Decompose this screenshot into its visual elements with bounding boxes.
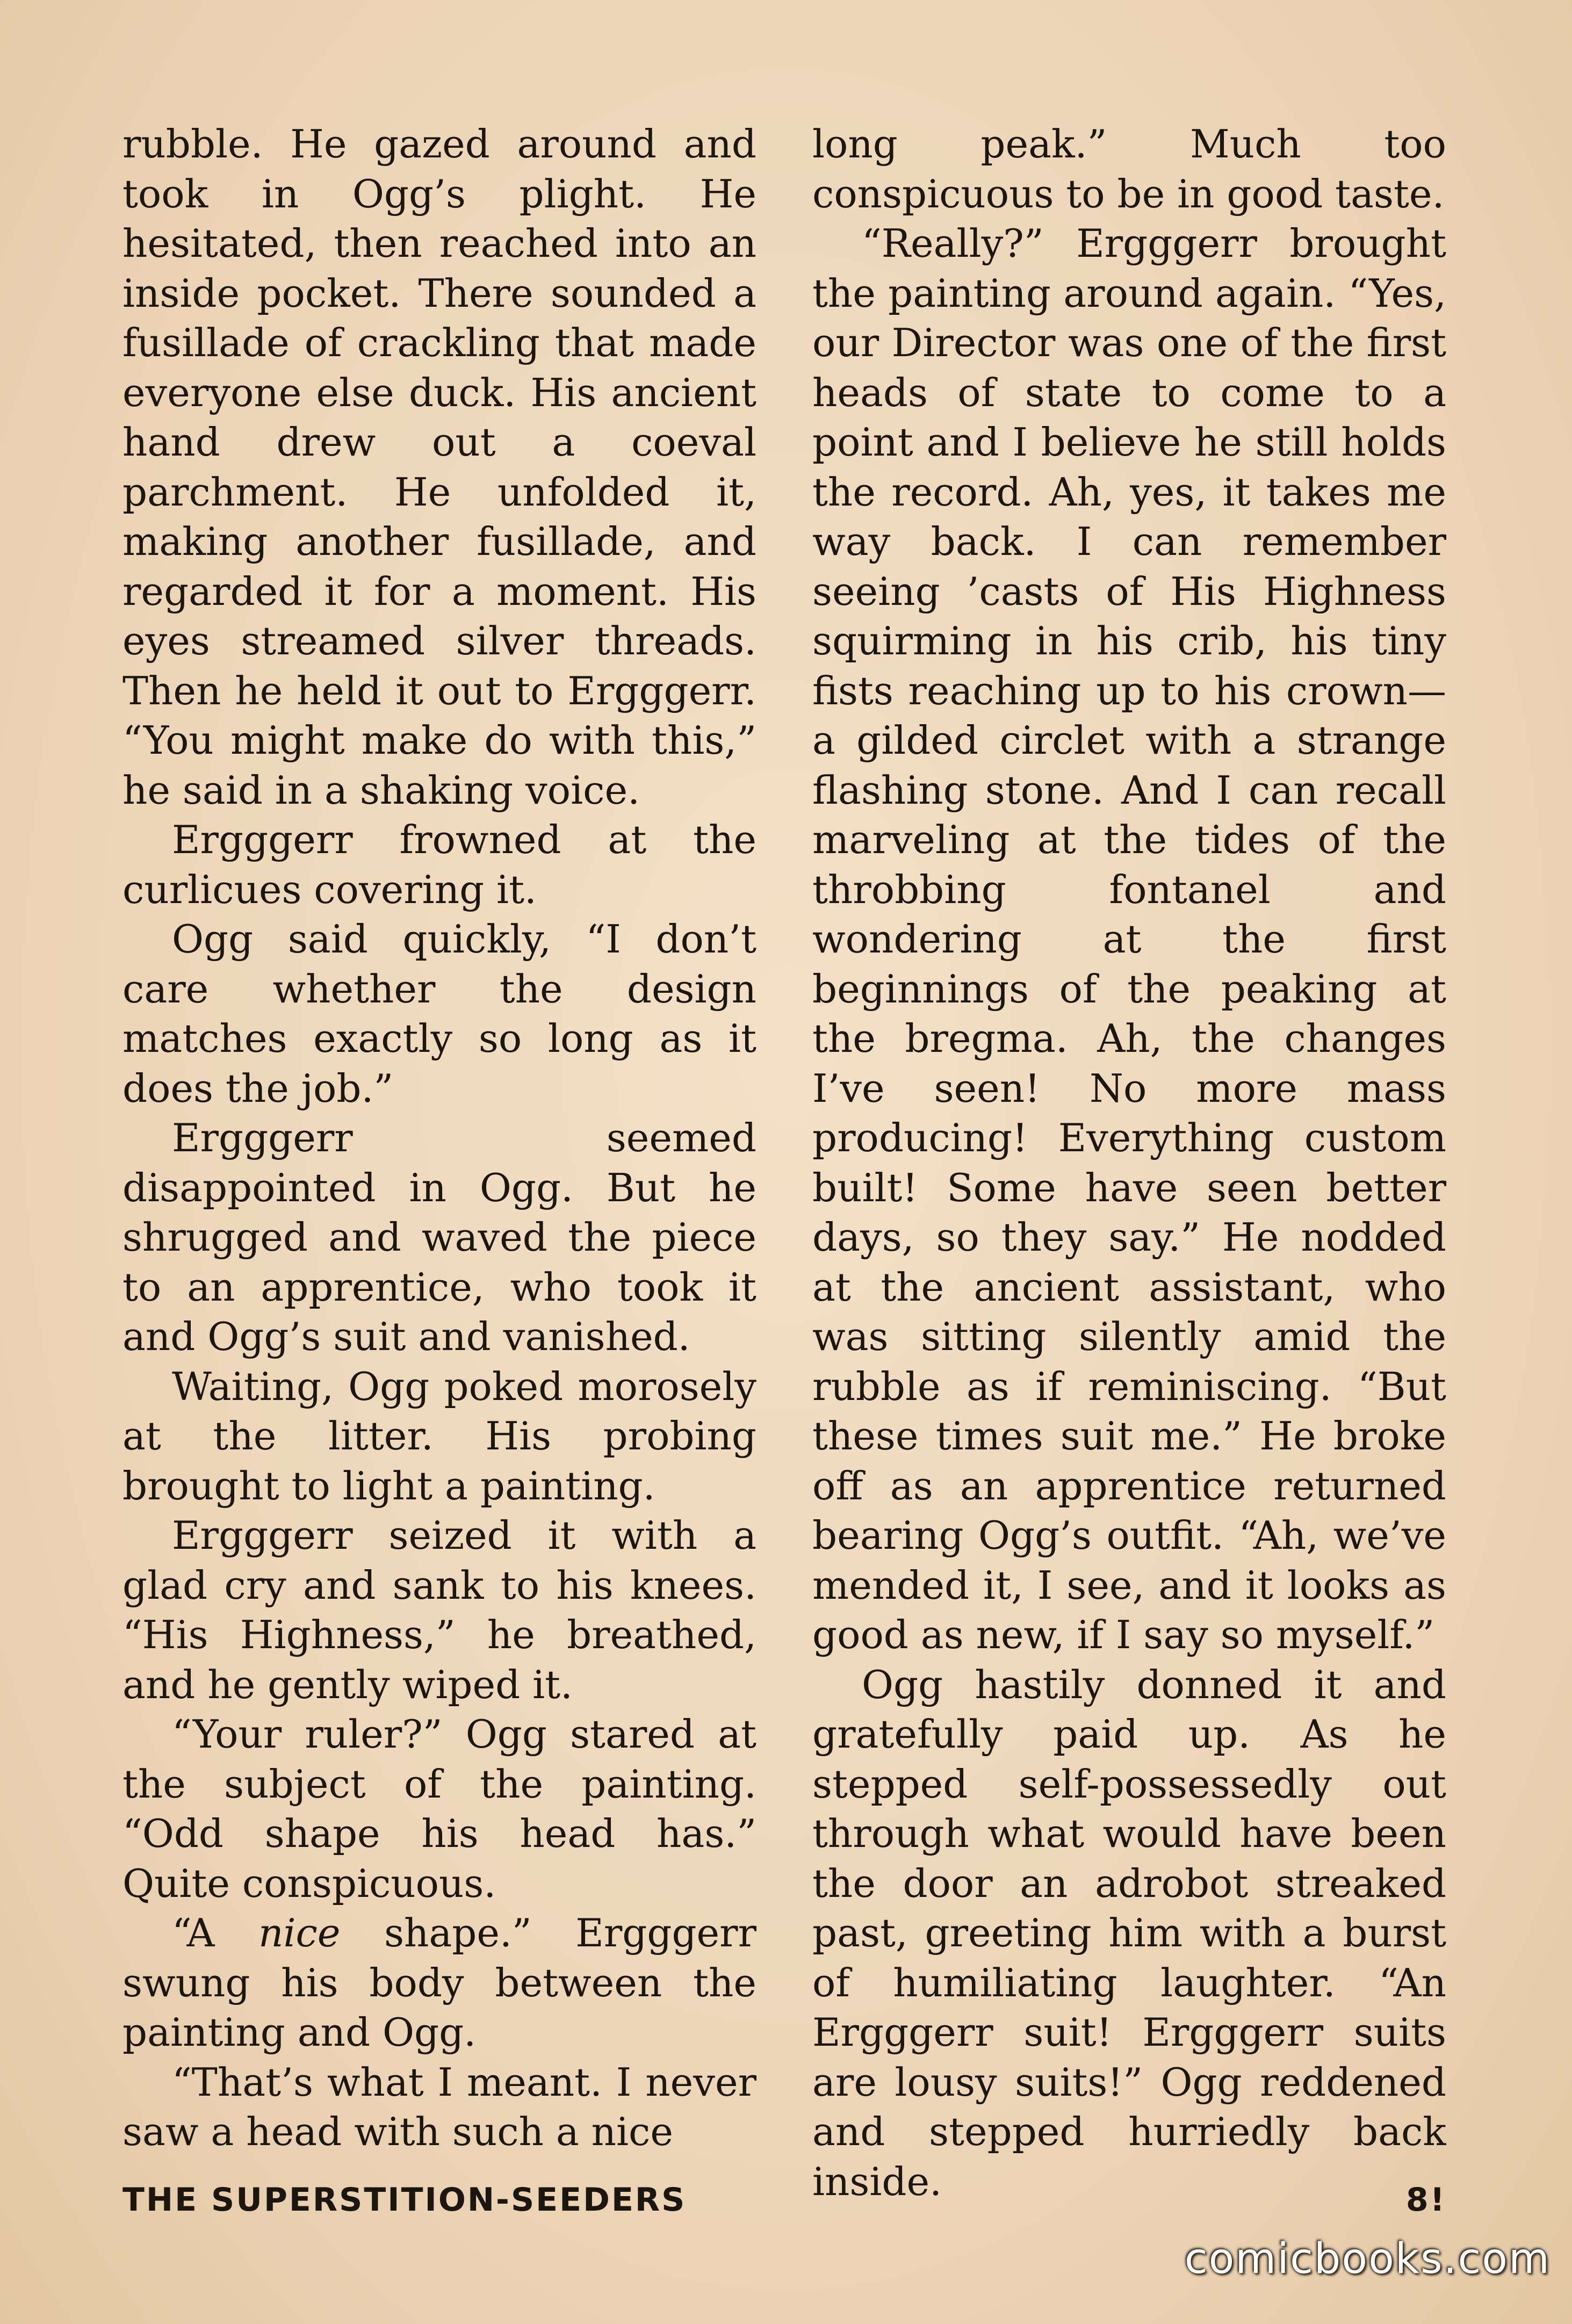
- paragraph: “Your ruler?” Ogg stared at the subject of the painting. “Odd shape his head has.” Quite conspicuous.: [122, 1712, 756, 1906]
- paragraph: Ergggerr frowned at the curlicues covering it.: [122, 817, 756, 912]
- paragraph: “That’s what I meant. I never saw a head with such a nice: [122, 2059, 756, 2154]
- paragraph: “Really?” Ergggerr brought the painting around again. “Yes, our Director was one of the first heads of state to come to a point and I believe he still holds the record. Ah, yes, it takes me way back. I can remember seeing ’casts of His Highness squirming in his crib, his tiny fists reaching up to his crown—a gilded circlet with a strange flashing stone. And I can recall marveling at the tides of the throbbing fontanel and wondering at the first beginnings of the peaking at the bregma. Ah, the changes I’ve seen! No more mass producing! Everything custom built! Some have seen better days, so they say.” He nodded at the ancient assistant, who was sitting silently amid the rubble as if reminiscing. “But these times suit me.” He broke off as an apprentice returned bearing Ogg’s outfit. “Ah, we’ve mended it, I see, and it looks as good as new, if I say so myself.”: [812, 221, 1446, 1657]
- paragraph: long peak.” Much too conspicuous to be in good taste.: [812, 121, 1446, 216]
- paragraph-text: shape.” Ergggerr swung his body between the painting and Ogg.: [122, 1910, 756, 2055]
- emphasized-word: nice: [258, 1910, 341, 1955]
- running-title: THE SUPERSTITION-SEEDERS: [122, 2181, 687, 2219]
- paragraph: Ogg hastily donned it and gratefully paid up. As he stepped self-possessedly out through what would have been the door an adrobot streaked past, greeting him with a burst of humiliating laughter. “An Ergggerr suit! Ergggerr suits are lousy suits!” Ogg reddened and stepped hurriedly back inside.: [812, 1662, 1446, 2204]
- paragraph-text: “A: [172, 1910, 259, 1955]
- paragraph: Ergggerr seized it with a glad cry and sank to his knees. “His Highness,” he breathed, and he gently wiped it.: [122, 1513, 756, 1707]
- paragraph: rubble. He gazed around and took in Ogg’s plight. He hesitated, then reached into an inside pocket. There sounded a fusillade of crackling that made everyone else duck. His ancient hand drew out a coeval parchment. He unfolded it, making another fusillade, and regarded it for a moment. His eyes streamed silver threads. Then he held it out to Ergggerr. “You might make do with this,” he said in a shaking voice.: [122, 121, 756, 813]
- watermark: comicbooks.com: [1184, 2235, 1551, 2283]
- page-number: 8!: [1405, 2181, 1446, 2219]
- paragraph-with-emphasis: [122, 1908, 756, 2058]
- paragraph: Ogg said quickly, “I don’t care whether the design matches exactly so long as it does the job.”: [122, 916, 756, 1111]
- left-text-column: [122, 119, 756, 2157]
- right-text-column: [812, 119, 1446, 2206]
- paragraph: Waiting, Ogg poked morosely at the litter. His probing brought to light a painting.: [122, 1363, 756, 1509]
- paragraph: Ergggerr seemed disappointed in Ogg. But he shrugged and waved the piece to an apprentice, who took it and Ogg’s suit and vanished.: [122, 1115, 756, 1359]
- page-footer: [122, 2181, 1446, 2224]
